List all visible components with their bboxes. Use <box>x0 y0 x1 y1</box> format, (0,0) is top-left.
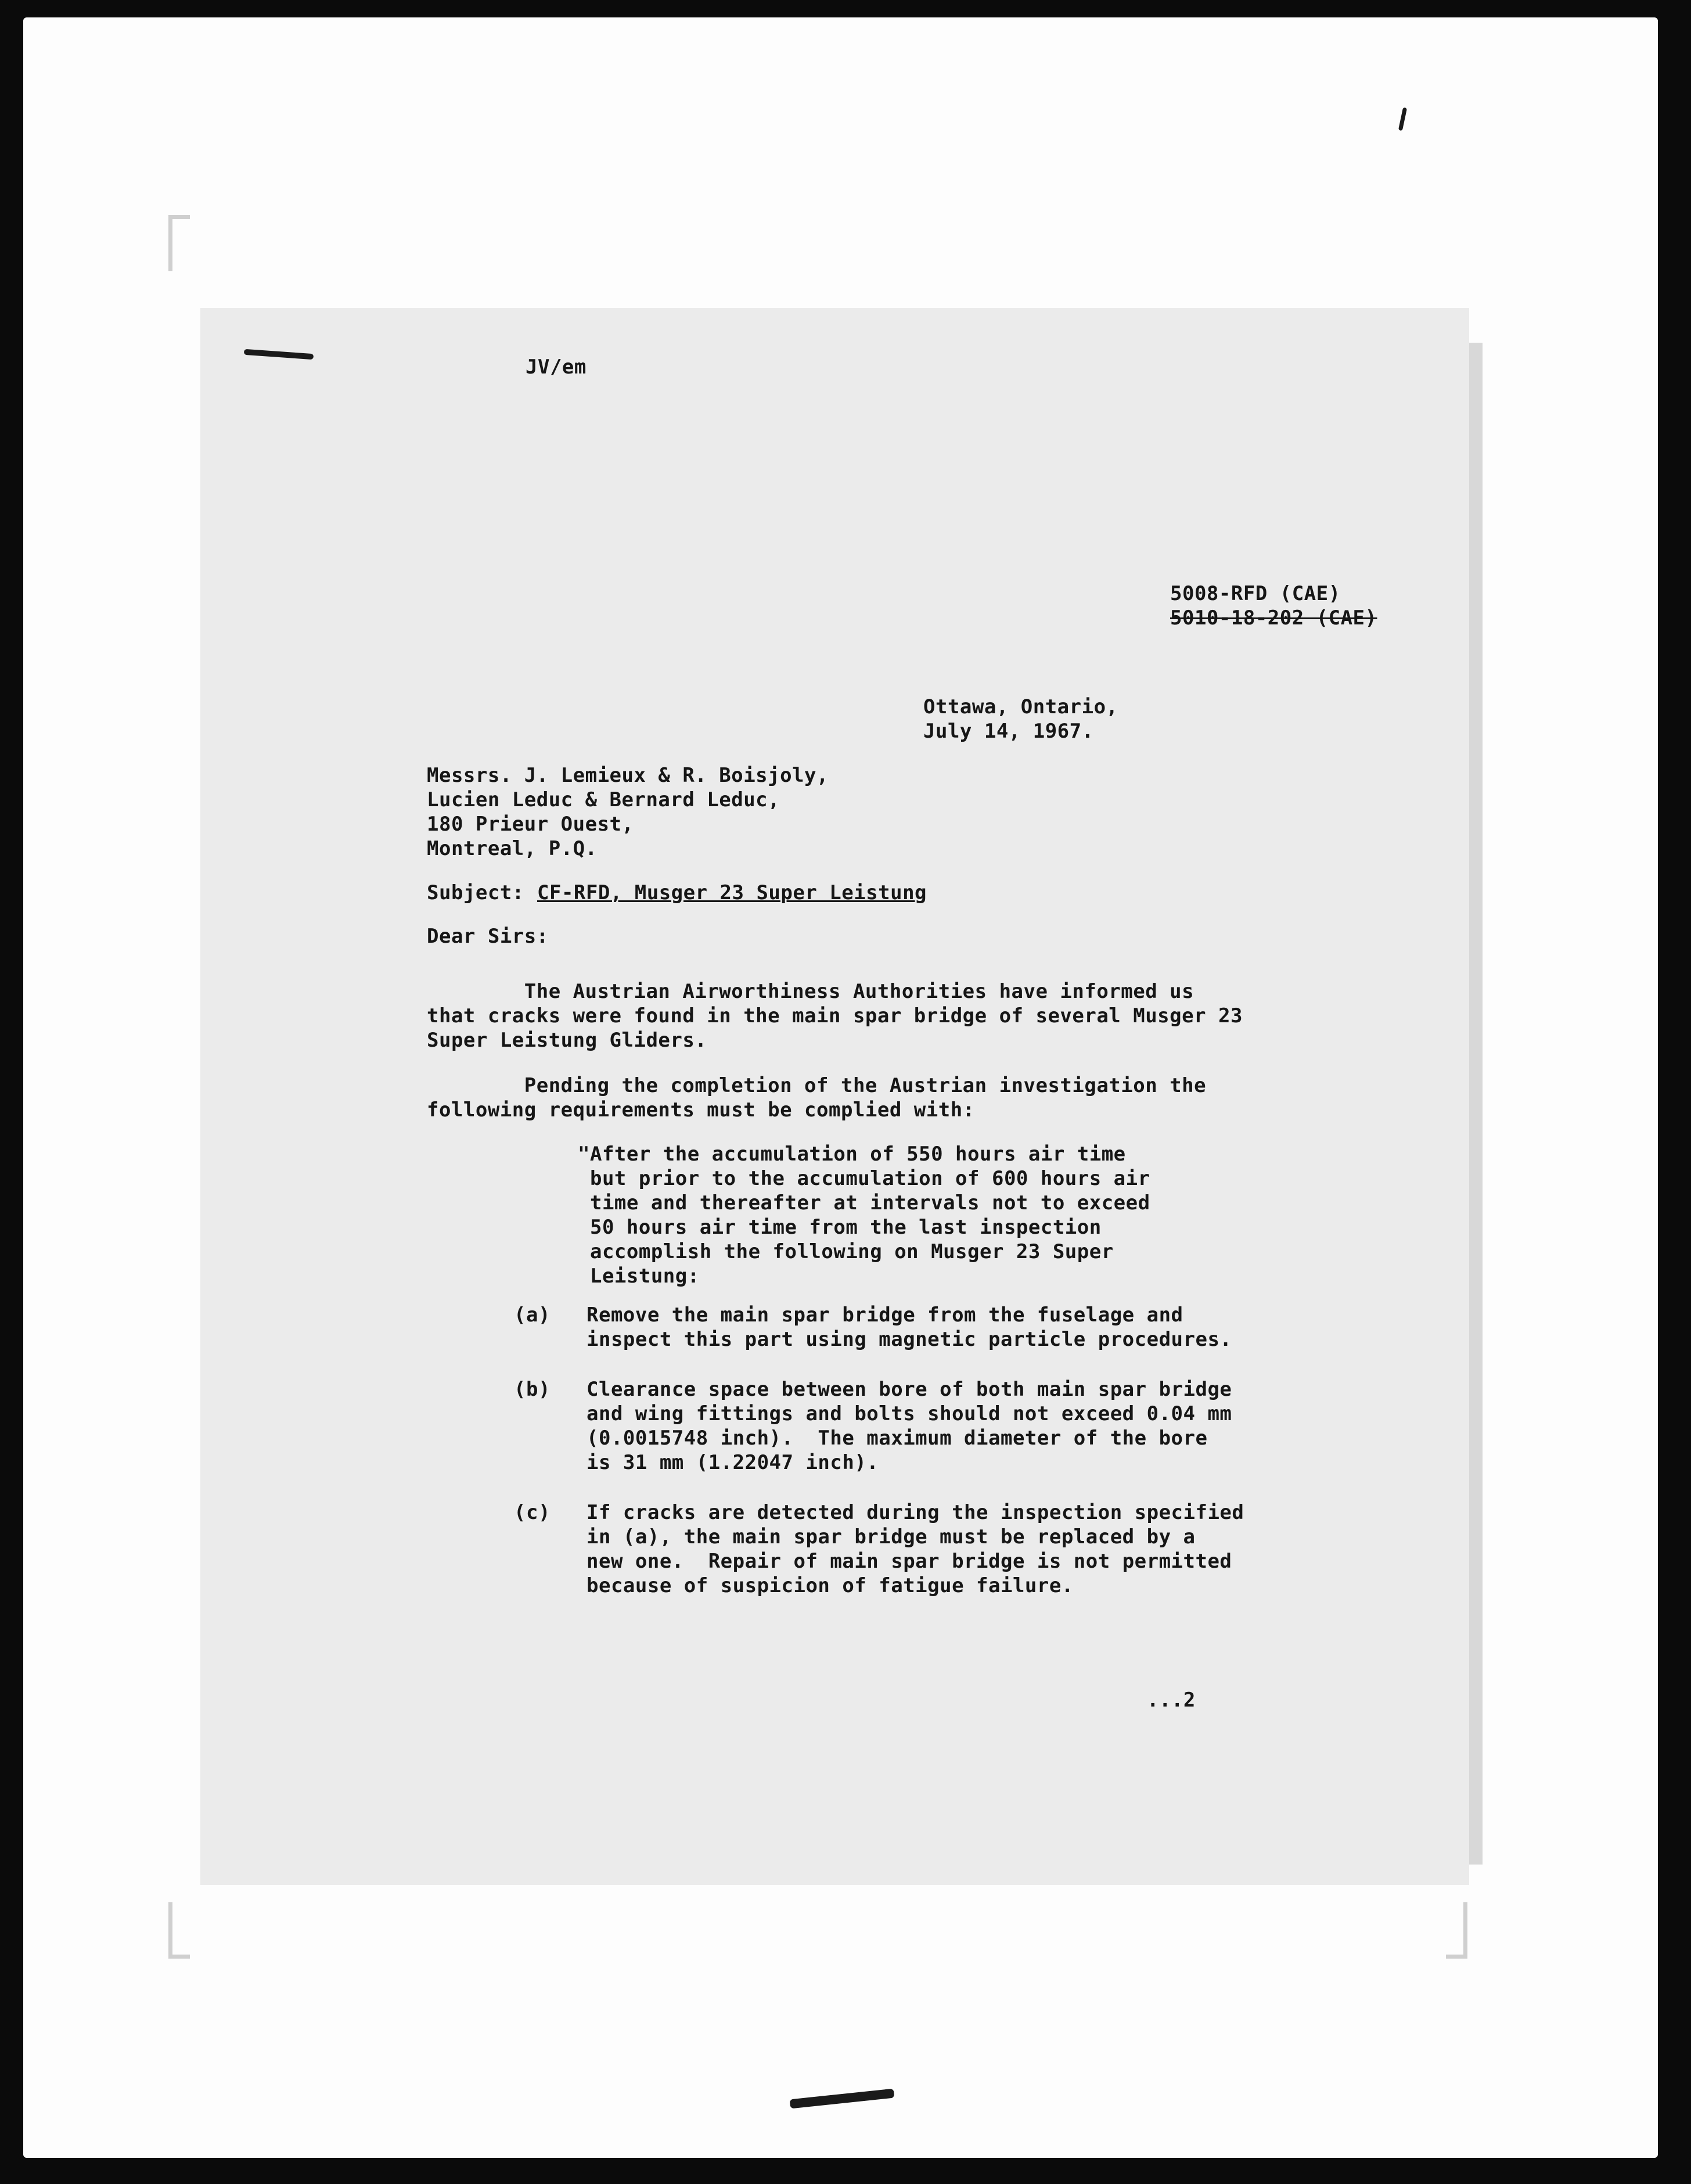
item-line: because of suspicion of fatigue failure. <box>587 1574 1074 1597</box>
address-line: Montreal, P.Q. <box>427 837 598 860</box>
quote-line: 50 hours air time from the last inspection <box>578 1216 1102 1239</box>
address-line: Messrs. J. Lemieux & R. Boisjoly, <box>427 764 829 787</box>
quote-line: accomplish the following on Musger 23 Super <box>578 1240 1114 1263</box>
page-continuation: ...2 <box>1147 1689 1196 1712</box>
paragraph-line: Super Leistung Gliders. <box>427 1029 707 1052</box>
crop-mark <box>1446 1902 1467 1959</box>
item-line: If cracks are detected during the inspection specified <box>587 1501 1244 1524</box>
typist-initials: JV/em <box>526 355 587 379</box>
item-line: new one. Repair of main spar bridge is not permitted <box>587 1550 1232 1573</box>
crop-mark <box>168 215 190 271</box>
item-line: in (a), the main spar bridge must be replaced by a <box>587 1525 1196 1549</box>
paragraph-line: that cracks were found in the main spar bridge of several Musger 23 <box>427 1004 1243 1028</box>
item-line: Clearance space between bore of both main spar bridge <box>587 1378 1232 1401</box>
item-line: Remove the main spar bridge from the fuselage and <box>587 1303 1183 1327</box>
quote-line: Leistung: <box>578 1265 700 1288</box>
item-line: inspect this part using magnetic particle procedures. <box>587 1328 1232 1351</box>
subject-text: CF-RFD, Musger 23 Super Leistung <box>537 881 927 904</box>
paragraph-line: The Austrian Airworthiness Authorities have informed us <box>427 980 1195 1003</box>
item-line: is 31 mm (1.22047 inch). <box>587 1451 879 1474</box>
file-number: 5008-RFD (CAE) <box>1170 582 1341 605</box>
item-label: (a) <box>514 1303 551 1327</box>
paragraph-line: following requirements must be complied with: <box>427 1098 975 1122</box>
quote-line: "After the accumulation of 550 hours air time <box>578 1143 1126 1166</box>
item-label: (c) <box>514 1501 551 1524</box>
letter-date: July 14, 1967. <box>923 720 1094 743</box>
item-line: (0.0015748 inch). The maximum diameter of the bore <box>587 1427 1208 1450</box>
quote-line: but prior to the accumulation of 600 hours air <box>578 1167 1150 1190</box>
item-label: (b) <box>514 1378 551 1401</box>
salutation: Dear Sirs: <box>427 925 549 948</box>
file-number-struck: 5010-18-202 (CAE) <box>1170 606 1377 630</box>
item-line: and wing fittings and bolts should not exceed 0.04 mm <box>587 1402 1232 1425</box>
address-line: 180 Prieur Ouest, <box>427 813 634 836</box>
letter-city: Ottawa, Ontario, <box>923 695 1118 719</box>
address-line: Lucien Leduc & Bernard Leduc, <box>427 788 780 811</box>
subject-label: Subject: <box>427 881 524 904</box>
crop-mark <box>168 1902 190 1959</box>
quote-line: time and thereafter at intervals not to exceed <box>578 1191 1150 1215</box>
paragraph-line: Pending the completion of the Austrian investigation the <box>427 1074 1207 1097</box>
